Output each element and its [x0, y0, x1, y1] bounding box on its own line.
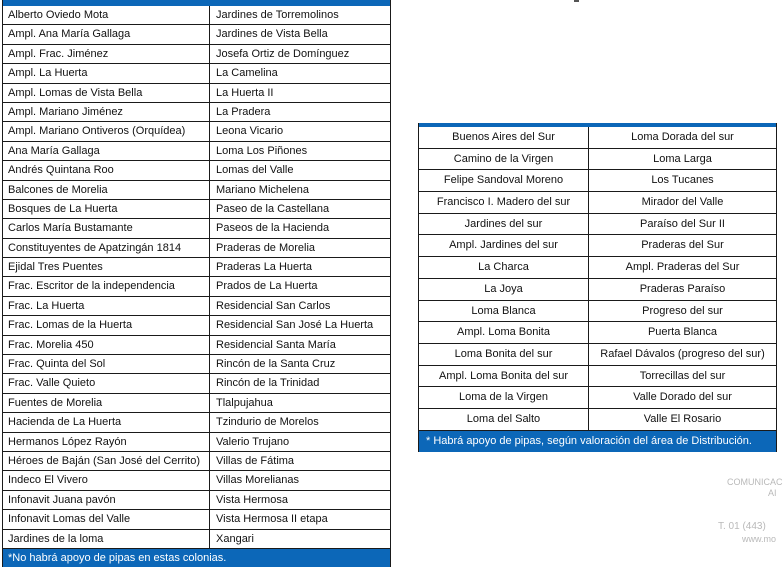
table-row — [419, 387, 776, 409]
table-cell: Praderas del Sur — [641, 239, 724, 252]
table-row — [419, 366, 776, 388]
table-cell: Rincón de la Trinidad — [216, 377, 320, 390]
table-cell: Frac. Morelia 450 — [3, 336, 210, 354]
table-cell: Buenos Aires del Sur — [419, 127, 589, 148]
table-cell: Residencial San José La Huerta — [216, 319, 374, 332]
table-cell: Ampl. Ana María Gallaga — [3, 25, 210, 43]
table-cell: Paseo de la Castellana — [216, 202, 330, 215]
table-row — [419, 257, 776, 279]
table-cell: Hermanos López Rayón — [3, 433, 210, 451]
table-cell: Ampl. Loma Bonita — [419, 322, 589, 343]
table-cell: Torrecillas del sur — [639, 369, 726, 382]
right-table-footer-note: * Habrá apoyo de pipas, según valoración del área de Distribución. — [419, 431, 776, 452]
table-cell: Héroes de Baján (San José del Cerrito) — [3, 452, 210, 470]
table-row — [3, 336, 390, 355]
right-colonias-table — [418, 123, 777, 452]
table-cell: Balcones de Morelia — [3, 181, 210, 199]
left-table-footer-note: *No habrá apoyo de pipas en estas colonias. — [3, 549, 390, 567]
table-row — [419, 170, 776, 192]
table-cell: Felipe Sandoval Moreno — [419, 170, 589, 191]
table-row — [419, 344, 776, 366]
table-row — [3, 219, 390, 238]
table-cell: Ampl. Frac. Jiménez — [3, 45, 210, 63]
table-cell: Francisco I. Madero del sur — [419, 192, 589, 213]
table-cell: Lomas del Valle — [216, 164, 294, 177]
table-row — [3, 6, 390, 25]
table-row — [419, 192, 776, 214]
table-cell: Residencial Santa María — [216, 338, 336, 351]
table-row — [3, 433, 390, 452]
table-row — [3, 471, 390, 490]
table-cell: Paseos de la Hacienda — [216, 222, 330, 235]
table-row — [419, 127, 776, 149]
table-cell: Carlos María Bustamante — [3, 219, 210, 237]
table-cell: Paraíso del Sur II — [640, 217, 725, 230]
table-cell: Andrés Quintana Roo — [3, 161, 210, 179]
table-row — [3, 413, 390, 432]
table-cell: Hacienda de La Huerta — [3, 413, 210, 431]
table-cell: Camino de la Virgen — [419, 149, 589, 170]
corner-web: www.mo — [742, 534, 777, 544]
table-row — [3, 161, 390, 180]
right-table-body — [419, 127, 776, 431]
table-row — [3, 510, 390, 529]
table-cell: Ejidal Tres Puentes — [3, 258, 210, 276]
table-cell: Frac. Valle Quieto — [3, 374, 210, 392]
table-cell: Valerio Trujano — [216, 435, 290, 448]
table-cell: Loma Dorada del sur — [631, 131, 734, 143]
table-cell: Jardines de Vista Bella — [216, 28, 328, 41]
table-row — [419, 214, 776, 236]
table-row — [419, 301, 776, 323]
table-cell: Ampl. Loma Bonita del sur — [419, 366, 589, 387]
table-row — [3, 277, 390, 296]
table-cell: Jardines de la loma — [3, 530, 210, 548]
table-cell: Mirador del Valle — [641, 196, 724, 209]
table-row — [3, 103, 390, 122]
corner-phone: T. 01 (443) — [718, 521, 766, 532]
table-cell: Ampl. Mariano Jiménez — [3, 103, 210, 121]
table-cell: Rafael Dávalos (progreso del sur) — [600, 347, 765, 360]
table-cell: Ampl. Jardines del sur — [419, 235, 589, 256]
table-cell: La Charca — [419, 257, 589, 278]
table-row — [3, 25, 390, 44]
table-row — [3, 142, 390, 161]
table-cell: Prados de La Huerta — [216, 280, 318, 293]
table-cell: Loma Los Piñones — [216, 144, 308, 157]
table-cell: Loma Bonita del sur — [419, 344, 589, 365]
table-cell: Residencial San Carlos — [216, 299, 331, 312]
table-row — [3, 530, 390, 549]
top-mark — [574, 0, 579, 2]
table-row — [3, 45, 390, 64]
table-row — [3, 355, 390, 374]
table-cell: Infonavit Juana pavón — [3, 491, 210, 509]
table-row — [3, 84, 390, 103]
table-cell: Praderas La Huerta — [216, 261, 312, 274]
table-cell: Indeco El Vivero — [3, 471, 210, 489]
table-row — [3, 394, 390, 413]
table-cell: Tzindurio de Morelos — [216, 416, 319, 429]
table-cell: Xangari — [216, 532, 254, 545]
table-cell: Loma Blanca — [419, 301, 589, 322]
table-cell: Tlalpujahua — [216, 396, 273, 409]
left-colonias-table — [2, 0, 391, 567]
table-cell: Alberto Oviedo Mota — [3, 6, 210, 24]
table-cell: Loma de la Virgen — [419, 387, 589, 408]
table-cell: Bosques de La Huerta — [3, 200, 210, 218]
table-cell: Frac. Lomas de la Huerta — [3, 316, 210, 334]
table-cell: Loma Larga — [653, 152, 712, 165]
table-cell: Josefa Ortiz de Domínguez — [216, 47, 350, 60]
table-cell: Ampl. La Huerta — [3, 64, 210, 82]
table-row — [419, 235, 776, 257]
table-row — [3, 258, 390, 277]
table-cell: Villas Morelianas — [216, 474, 299, 487]
table-row — [419, 409, 776, 431]
table-row — [419, 279, 776, 301]
table-row — [3, 452, 390, 471]
table-row — [3, 181, 390, 200]
table-cell: Frac. Escritor de la independencia — [3, 277, 210, 295]
table-cell: Puerta Blanca — [647, 326, 718, 339]
table-row — [3, 122, 390, 141]
table-cell: Loma del Salto — [419, 409, 589, 430]
table-cell: Fuentes de Morelia — [3, 394, 210, 412]
table-cell: La Camelina — [216, 67, 278, 80]
table-cell: Progreso del sur — [642, 304, 723, 317]
table-cell: Frac. Quinta del Sol — [3, 355, 210, 373]
table-cell: Valle Dorado del sur — [633, 391, 732, 404]
table-row — [3, 297, 390, 316]
table-row — [3, 374, 390, 393]
table-cell: Infonavit Lomas del Valle — [3, 510, 210, 528]
corner-text-communication: COMUNICAC — [727, 477, 783, 487]
table-cell: Vista Hermosa — [216, 493, 288, 506]
table-row — [419, 322, 776, 344]
table-cell: Ampl. Lomas de Vista Bella — [3, 84, 210, 102]
table-row — [3, 200, 390, 219]
table-cell: Leona Vicario — [216, 125, 284, 138]
table-cell: Praderas Paraíso — [639, 282, 726, 295]
table-cell: Los Tucanes — [651, 174, 714, 187]
table-row — [3, 491, 390, 510]
table-cell: Villas de Fátima — [216, 454, 295, 467]
table-cell: Rincón de la Santa Cruz — [216, 358, 336, 371]
table-cell: Valle El Rosario — [643, 412, 722, 425]
table-row — [3, 316, 390, 335]
corner-text-secondary: AI — [768, 488, 777, 498]
table-cell: La Joya — [419, 279, 589, 300]
table-row — [419, 149, 776, 171]
table-cell: Jardines del sur — [419, 214, 589, 235]
table-cell: Jardines de Torremolinos — [216, 9, 339, 21]
table-cell: Ampl. Mariano Ontiveros (Orquídea) — [3, 122, 210, 140]
table-cell: Ana María Gallaga — [3, 142, 210, 160]
table-cell: La Huerta II — [216, 86, 274, 99]
table-cell: Frac. La Huerta — [3, 297, 210, 315]
table-row — [3, 239, 390, 258]
table-row — [3, 64, 390, 83]
table-cell: Ampl. Praderas del Sur — [625, 261, 740, 274]
table-cell: La Pradera — [216, 105, 271, 118]
table-cell: Vista Hermosa II etapa — [216, 513, 328, 526]
table-cell: Constituyentes de Apatzingán 1814 — [3, 239, 210, 257]
left-table-body — [3, 6, 390, 549]
table-cell: Mariano Michelena — [216, 183, 309, 196]
table-cell: Praderas de Morelia — [216, 241, 316, 254]
